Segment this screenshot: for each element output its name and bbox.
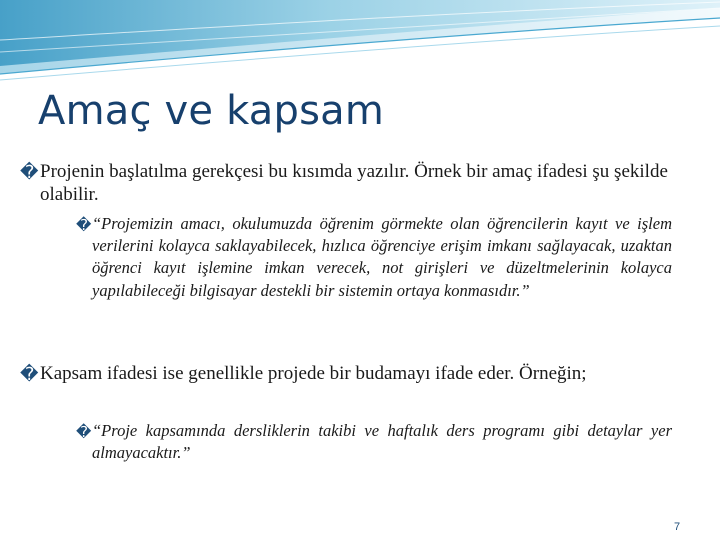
bullet-text: Projenin başlatılma gerekçesi bu kısımda yazılır. Örnek bir amaç ifadesi şu şekilde olabilir. — [40, 161, 668, 205]
header-decoration — [0, 0, 720, 82]
page-number: 7 — [674, 521, 681, 533]
sub-bullet-marker-icon: � — [76, 423, 92, 441]
sub-bullet-item — [76, 420, 672, 464]
slide-title: Amaç ve kapsam — [38, 88, 385, 134]
sub-bullet-item — [76, 213, 672, 302]
sub-bullet-text: “Projemizin amacı, okulumuzda öğrenim görmekte olan öğrencilerin kayıt ve işlem verilerini kolayca saklayabilecek, hızlıca öğrenciye erişim imkanı sağlayacak, uzaktan öğrenci kayıt işlemine imkan verecek, not girişleri ve düzeltmelerinin kolayca yapılabileceği bilgisayar destekli bir sistemin ortaya konmasıdır.” — [92, 214, 672, 300]
bullet-item — [20, 362, 700, 385]
sub-bullet-text: “Proje kapsamında dersliklerin takibi ve haftalık ders programı gibi detaylar yer almayacaktır.” — [92, 421, 672, 463]
bullet-text: Kapsam ifadesi ise genellikle projede bir budamayı ifade eder. Örneğin; — [40, 363, 587, 384]
bullet-item — [20, 160, 700, 206]
sub-bullet-marker-icon: � — [76, 216, 92, 234]
bullet-marker-icon: � — [20, 364, 39, 385]
bullet-marker-icon: � — [20, 162, 39, 183]
